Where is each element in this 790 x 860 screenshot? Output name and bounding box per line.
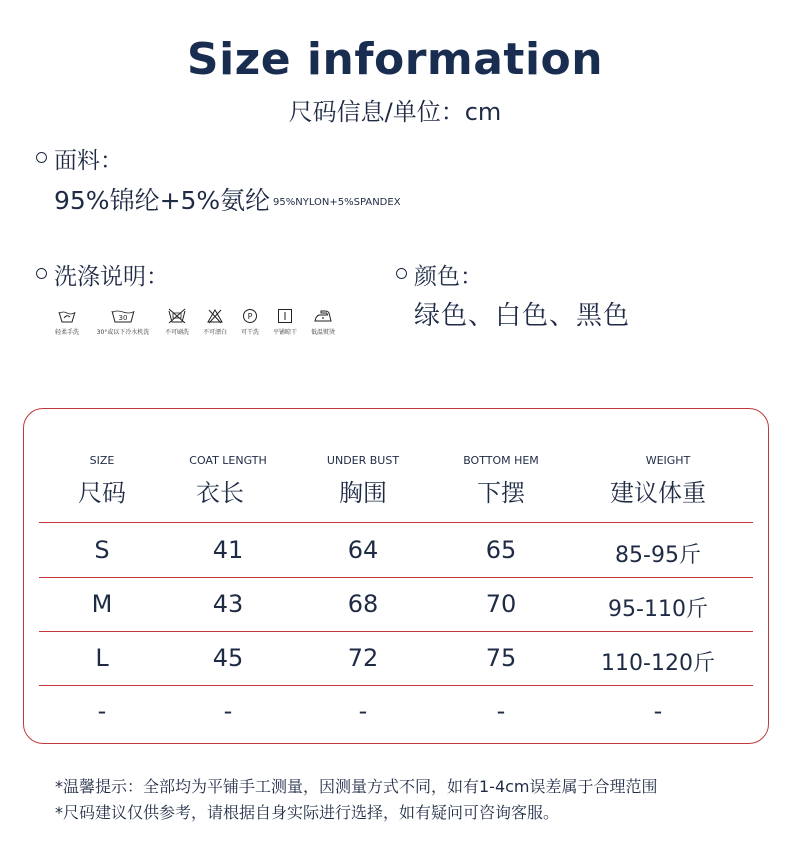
care-caption: 30°或以下冷水机洗 (96, 329, 150, 336)
table-cell: 65 (485, 536, 517, 564)
table-cell: 64 (347, 536, 379, 564)
hand-wash-icon (58, 308, 76, 324)
color-bullet-icon (396, 268, 407, 279)
do-not-bleach-icon (206, 308, 224, 324)
machine-wash-temp: 30 (118, 314, 128, 322)
table-cell: - (97, 697, 107, 725)
header-cn: 尺码 (78, 479, 126, 507)
table-cell: 70 (485, 590, 517, 618)
table-cell: - (496, 697, 506, 725)
header-en: UNDER BUST (326, 454, 400, 467)
table-cell: - (653, 697, 663, 725)
dry-flat-icon (277, 308, 293, 324)
low-iron-icon (313, 308, 333, 324)
care-caption: 平铺晾干 (272, 329, 297, 336)
care-caption: 不可漂白 (202, 329, 227, 336)
dry-clean-icon (242, 308, 258, 324)
care-hand-wash (50, 308, 84, 336)
care-dry-flat (268, 308, 302, 336)
table-divider (39, 631, 753, 632)
table-cell: 85-95斤 (615, 543, 701, 568)
do-not-brush-icon (167, 308, 187, 324)
wash-bullet-icon (36, 268, 47, 279)
header-cn: 建议体重 (610, 479, 706, 507)
page-title: Size information (186, 34, 604, 85)
header-under-bust (303, 454, 423, 508)
table-cell: 45 (212, 644, 244, 672)
table-cell: - (223, 697, 233, 725)
machine-wash-30-icon (111, 308, 135, 324)
header-weight (588, 454, 728, 508)
fabric-composition: 95%锦纶+5%氨纶 (54, 186, 271, 215)
fabric-composition-english: 95%NYLON+5%SPANDEX (273, 197, 401, 208)
table-cell: - (358, 697, 368, 725)
care-machine-wash (88, 308, 158, 336)
header-en: WEIGHT (645, 454, 691, 467)
header-cn: 下摆 (477, 479, 525, 507)
care-dry-clean (236, 308, 264, 336)
care-caption: 轻柔手洗 (54, 329, 79, 336)
note-measurement: *温馨提示：全部均为平铺手工测量，因测量方式不同，如有1-4cm误差属于合理范围 (55, 777, 658, 796)
header-cn: 胸围 (339, 479, 387, 507)
care-no-bleach (198, 308, 232, 336)
dry-clean-letter: P (247, 312, 253, 321)
color-options: 绿色、白色、黑色 (414, 301, 631, 331)
care-caption: 不可刷洗 (164, 329, 189, 336)
table-divider (39, 685, 753, 686)
table-cell: 95-110斤 (608, 597, 708, 622)
table-cell: 72 (347, 644, 379, 672)
header-coat-length (168, 454, 288, 508)
table-divider (39, 577, 753, 578)
wash-label: 洗涤说明： (54, 264, 169, 290)
table-cell: S (94, 536, 110, 564)
table-cell: L (95, 644, 109, 672)
table-cell: 68 (347, 590, 379, 618)
color-label: 颜色： (414, 264, 483, 290)
header-size (52, 454, 152, 508)
header-en: SIZE (89, 454, 115, 467)
care-caption: 低温熨烫 (310, 329, 335, 336)
care-no-brush (160, 308, 194, 336)
table-cell: 110-120斤 (601, 651, 715, 676)
note-size-advice: *尺码建议仅供参考，请根据自身实际进行选择，如有疑问可咨询客服。 (55, 803, 560, 822)
care-low-iron (306, 308, 340, 336)
table-cell: M (91, 590, 113, 618)
header-en: BOTTOM HEM (463, 454, 539, 467)
header-bottom-hem (441, 454, 561, 508)
table-cell: 41 (212, 536, 244, 564)
header-en: COAT LENGTH (189, 454, 267, 467)
table-cell: 75 (485, 644, 517, 672)
fabric-label: 面料： (54, 148, 123, 174)
page-subtitle: 尺码信息/单位：cm (288, 98, 502, 126)
header-cn: 衣长 (196, 479, 244, 507)
fabric-bullet-icon (36, 152, 47, 163)
care-caption: 可干洗 (240, 329, 259, 336)
table-divider (39, 522, 753, 523)
table-cell: 43 (212, 590, 244, 618)
